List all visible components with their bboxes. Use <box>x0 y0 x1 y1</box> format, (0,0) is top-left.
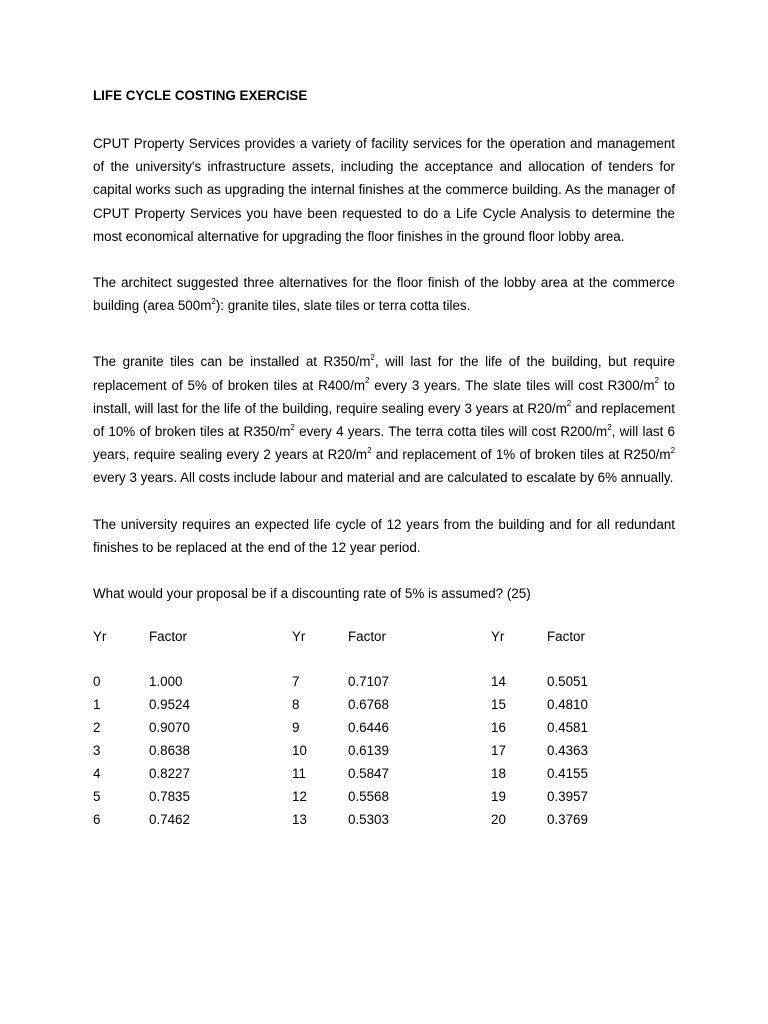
factor-cell: 1.000 <box>149 674 183 690</box>
year-cell: 13 <box>292 812 307 828</box>
costs-text-3: every 3 years. The slate tiles will cost R300/m <box>369 377 655 393</box>
year-cell: 8 <box>292 697 300 713</box>
alternatives-paragraph <box>93 271 675 317</box>
year-cell: 11 <box>292 766 306 782</box>
factor-cell: 0.4155 <box>547 766 588 782</box>
year-cell: 20 <box>491 812 506 828</box>
table-spacer-row <box>93 648 647 670</box>
factor-cell: 0.9524 <box>149 697 190 713</box>
table-row <box>93 693 647 716</box>
factor-cell: 0.6139 <box>348 743 389 759</box>
factor-cell: 0.6768 <box>348 697 389 713</box>
factor-cell: 0.8227 <box>149 766 190 782</box>
year-cell: 0 <box>93 674 101 690</box>
year-cell: 9 <box>292 720 300 736</box>
factor-cell: 0.8638 <box>149 743 190 759</box>
factor-cell: 0.5847 <box>348 766 389 782</box>
column-header-yr: Yr <box>491 629 505 645</box>
factor-cell: 0.5303 <box>348 812 389 828</box>
column-header-factor: Factor <box>149 629 187 645</box>
superscript: 2 <box>290 422 295 432</box>
year-cell: 18 <box>491 766 506 782</box>
table-row <box>93 785 647 808</box>
year-cell: 1 <box>93 697 101 713</box>
year-cell: 4 <box>93 766 101 782</box>
column-header-factor: Factor <box>547 629 585 645</box>
factor-cell: 0.3957 <box>547 789 588 805</box>
year-cell: 2 <box>93 720 101 736</box>
table-row <box>93 670 647 693</box>
year-cell: 14 <box>491 674 506 690</box>
factor-cell: 0.3769 <box>547 812 588 828</box>
question-paragraph: What would your proposal be if a discounting rate of 5% is assumed? (25) <box>93 586 531 602</box>
intro-paragraph: CPUT Property Services provides a variety of facility services for the operation and management of the university's infrastructure assets, including the acceptance and allocation of tenders for capital works such as upgrading the internal finishes at the commerce building. As the manager of CPUT Property Services you have been requested to do a Life Cycle Analysis to determine the most economical alternative for upgrading the floor finishes in the ground floor lobby area. <box>93 136 675 244</box>
factor-cell: 0.6446 <box>348 720 389 736</box>
year-cell: 6 <box>93 812 101 828</box>
table-row <box>93 808 647 831</box>
factor-cell: 0.7835 <box>149 789 190 805</box>
table-row <box>93 739 647 762</box>
year-cell: 17 <box>491 743 506 759</box>
factor-cell: 0.5051 <box>547 674 588 690</box>
year-cell: 16 <box>491 720 506 736</box>
factor-cell: 0.4363 <box>547 743 588 759</box>
column-header-yr: Yr <box>292 629 306 645</box>
column-header-yr: Yr <box>93 629 107 645</box>
superscript: 2 <box>566 399 572 409</box>
discount-factor-table <box>93 625 647 831</box>
year-cell: 10 <box>292 743 307 759</box>
document-body <box>93 86 675 831</box>
superscript: 2 <box>365 376 370 386</box>
alternatives-text-1: The architect suggested three alternatives for the floor finish of the lobby area at the commerce building (area 500m <box>93 275 675 314</box>
superscript: 2 <box>367 445 372 455</box>
year-cell: 5 <box>93 789 101 805</box>
costs-text-6: every 4 years. The terra cotta tiles will cost R200/m <box>294 424 608 440</box>
costs-text-9: every 3 years. All costs include labour and material and are calculated to escalate by 6% annually. <box>93 470 674 486</box>
costs-text-2: , will last for the life of the building, but require replacement of 5% of broken tiles at R400/m <box>93 354 675 393</box>
year-cell: 7 <box>292 674 300 690</box>
costs-text-5: and replacement of 10% of broken tiles at R350/m <box>93 400 675 440</box>
factor-cell: 0.7462 <box>149 812 190 828</box>
year-cell: 19 <box>491 789 506 805</box>
table-row <box>93 716 647 739</box>
costs-text-1: The granite tiles can be installed at R350/m <box>93 354 371 370</box>
superscript: 2 <box>670 445 676 455</box>
year-cell: 12 <box>292 789 307 805</box>
factor-cell: 0.4581 <box>547 720 588 736</box>
factor-cell: 0.5568 <box>348 789 389 805</box>
lifecycle-paragraph: The university requires an expected life cycle of 12 years from the building and for all redundant finishes to be replaced at the end of the 12 year period. <box>93 516 675 555</box>
table-row <box>93 762 647 785</box>
factor-cell: 0.9070 <box>149 720 190 736</box>
costs-text-8: and replacement of 1% of broken tiles at R250/m <box>371 447 671 463</box>
costs-text-7: , will last 6 years, require sealing every 2 years at R20/m <box>93 424 676 463</box>
year-cell: 15 <box>491 697 506 713</box>
costs-text-4: to install, will last for the life of the building, require sealing every 3 years at R20/m <box>93 377 675 416</box>
superscript: 2 <box>370 352 375 362</box>
table-header-row <box>93 625 647 648</box>
superscript: 2 <box>607 422 612 432</box>
superscript: 2 <box>654 376 659 386</box>
document-title: LIFE CYCLE COSTING EXERCISE <box>93 88 308 103</box>
spacer-cell <box>93 648 647 670</box>
alternatives-text-2: ): granite tiles, slate tiles or terra cotta tiles. <box>215 298 471 314</box>
column-header-factor: Factor <box>348 629 386 645</box>
factor-cell: 0.4810 <box>547 697 588 713</box>
costs-paragraph <box>93 350 675 489</box>
factor-cell: 0.7107 <box>348 674 389 690</box>
superscript: 2 <box>211 296 216 306</box>
year-cell: 3 <box>93 743 101 759</box>
